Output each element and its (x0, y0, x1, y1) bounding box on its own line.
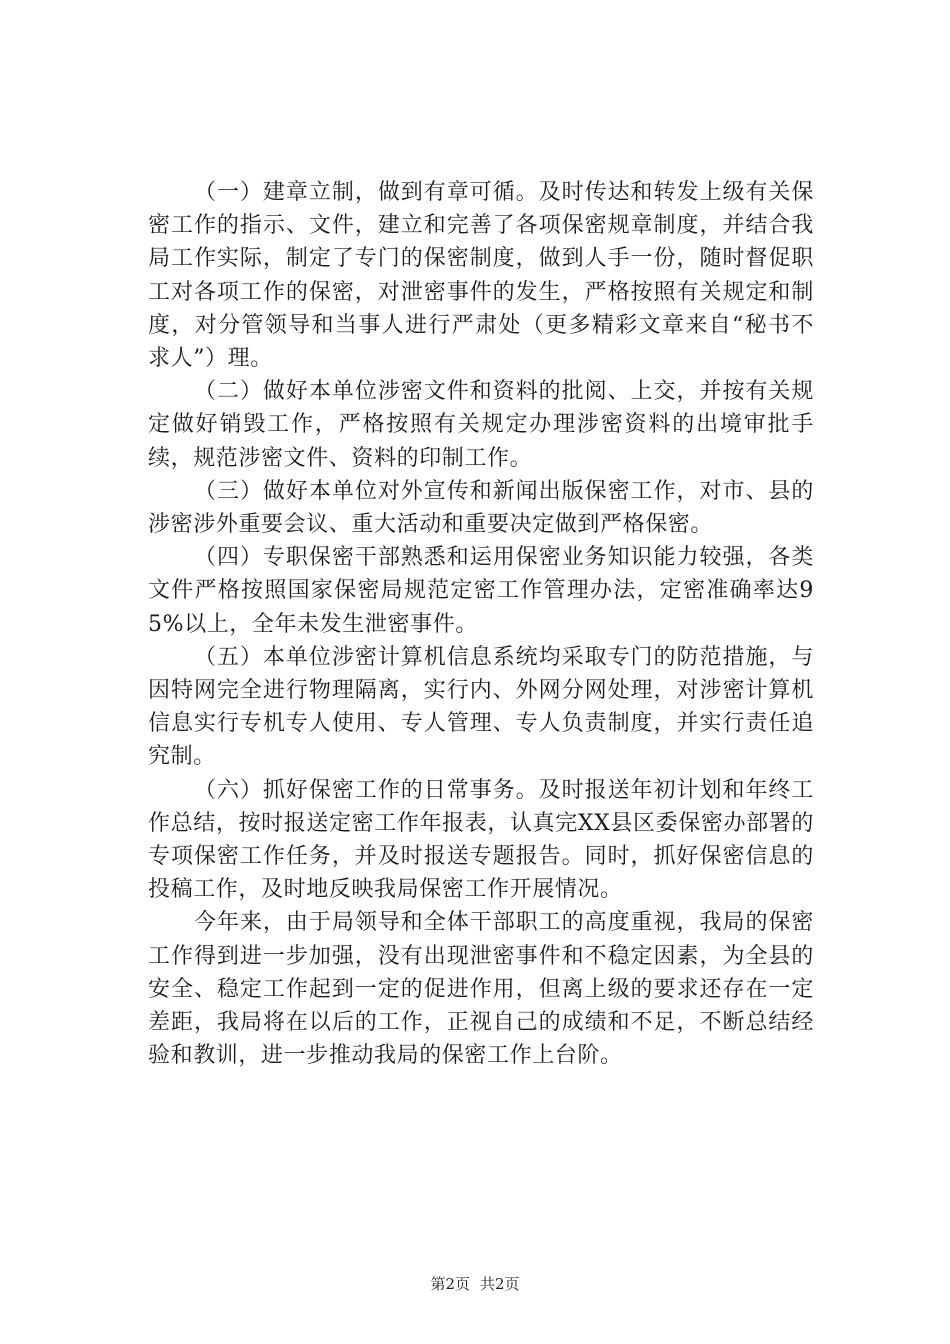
body-text (148, 176, 814, 1072)
paragraph-7: 今年来，由于局领导和全体干部职工的高度重视，我局的保密工作得到进一步加强，没有出现泄密事件和不稳定因素，为全县的安全、稳定工作起到一定的促进作用，但离上级的要求还存在一定差距，我局将在以后的工作，正视自己的成绩和不足，不断总结经验和教训，进一步推动我局的保密工作上台阶。 (148, 910, 814, 1069)
paragraph-6: （六）抓好保密工作的日常事务。及时报送年初计划和年终工作总结，按时报送定密工作年报表，认真完XX县区委保密办部署的专项保密工作任务，并及时报送专题报告。同时，抓好保密信息的投稿工作，及时地反映我局保密工作开展情况。 (148, 777, 814, 903)
page-footer (0, 1274, 950, 1294)
paragraph-4: （四）专职保密干部熟悉和运用保密业务知识能力较强，各类文件严格按照国家保密局规范定密工作管理办法，定密准确率达95%以上，全年未发生泄密事件。 (148, 545, 814, 637)
paragraph-1: （一）建章立制，做到有章可循。及时传达和转发上级有关保密工作的指示、文件，建立和完善了各项保密规章制度，并结合我局工作实际，制定了专门的保密制度，做到人手一份，随时督促职工对各项工作的保密，对泄密事件的发生，严格按照有关规定和制度，对分管领导和当事人进行严肃处（更多精彩文章来自“秘书不求人”）理。 (148, 180, 814, 372)
page-number: 第2页 (430, 1275, 470, 1293)
paragraph-5: （五）本单位涉密计算机信息系统均采取专门的防范措施，与因特网完全进行物理隔离，实行内、外网分网处理，对涉密计算机信息实行专机专人使用、专人管理、专人负责制度，并实行责任追究制。 (148, 644, 814, 770)
page-total: 共2页 (480, 1275, 520, 1293)
paragraph-3: （三）做好本单位对外宣传和新闻出版保密工作，对市、县的涉密涉外重要会议、重大活动和重要决定做到严格保密。 (148, 478, 814, 538)
paragraph-2: （二）做好本单位涉密文件和资料的批阅、上交，并按有关规定做好销毁工作，严格按照有关规定办理涉密资料的出境审批手续，规范涉密文件、资料的印制工作。 (148, 379, 814, 471)
